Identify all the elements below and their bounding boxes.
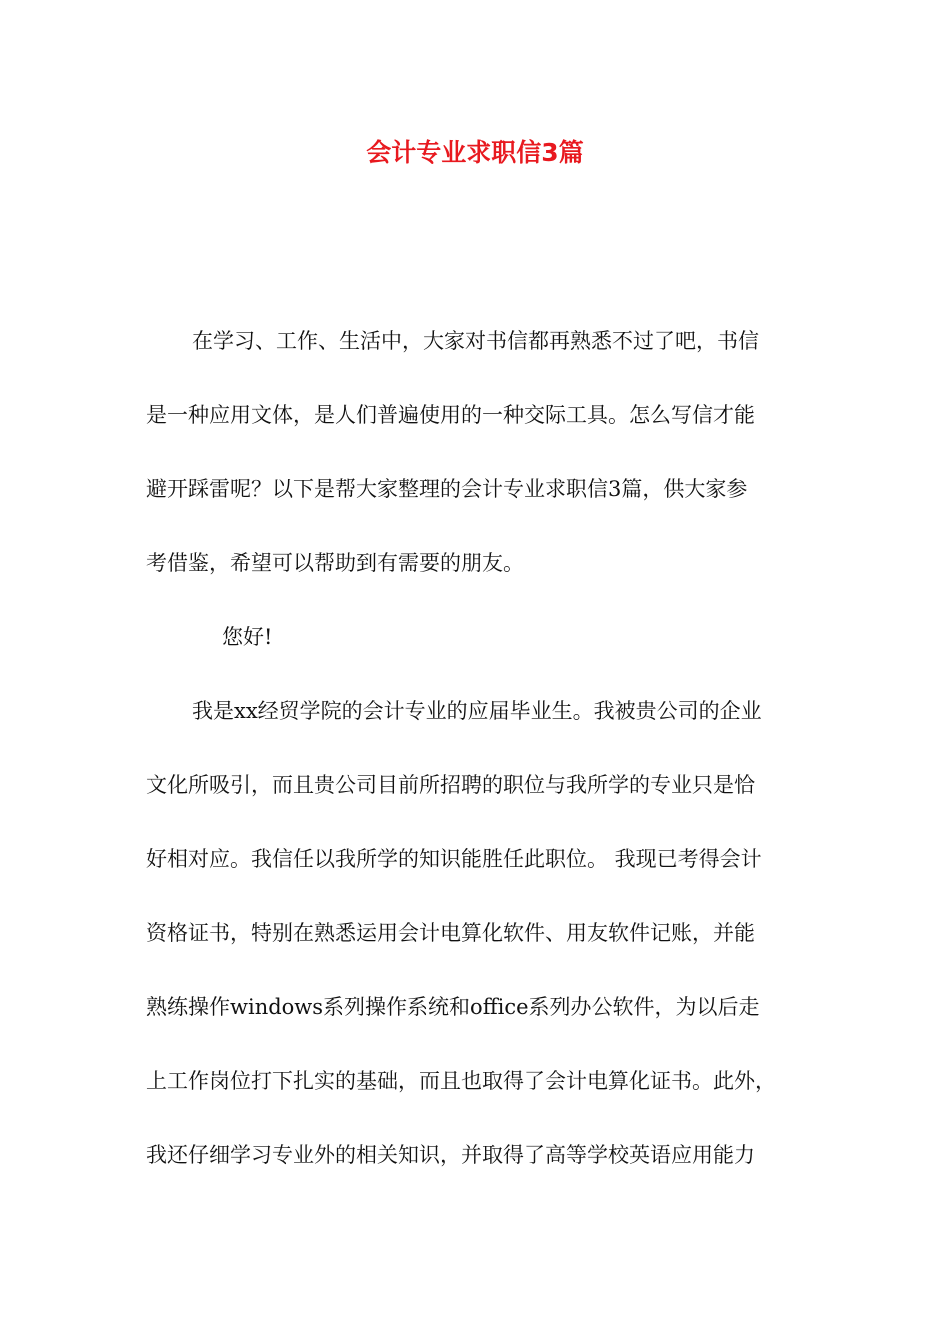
body-line-2: 文化所吸引，而且贵公司目前所招聘的职位与我所学的专业只是恰 <box>146 773 755 797</box>
body-line-6: 上工作岗位打下扎实的基础，而且也取得了会计电算化证书。此外， <box>146 1069 776 1093</box>
greeting: 您好! <box>222 625 273 649</box>
intro-line-3: 避开踩雷呢？以下是帮大家整理的会计专业求职信3篇，供大家参 <box>146 477 748 501</box>
document-title: 会计专业求职信3篇 <box>366 138 584 167</box>
intro-line-4: 考借鉴，希望可以帮助到有需要的朋友。 <box>146 551 524 575</box>
body-line-7: 我还仔细学习专业外的相关知识，并取得了高等学校英语应用能力 <box>146 1143 755 1167</box>
intro-line-2: 是一种应用文体，是人们普遍使用的一种交际工具。怎么写信才能 <box>146 403 755 427</box>
intro-line-1: 在学习、工作、生活中，大家对书信都再熟悉不过了吧，书信 <box>192 329 759 353</box>
body-line-3: 好相对应。我信任以我所学的知识能胜任此职位。 我现已考得会计 <box>146 847 762 871</box>
body-line-4: 资格证书，特别在熟悉运用会计电算化软件、用友软件记账，并能 <box>146 921 755 945</box>
body-line-1: 我是xx经贸学院的会计专业的应届毕业生。我被贵公司的企业 <box>192 699 762 723</box>
body-line-5: 熟练操作windows系列操作系统和office系列办公软件，为以后走 <box>146 995 760 1019</box>
